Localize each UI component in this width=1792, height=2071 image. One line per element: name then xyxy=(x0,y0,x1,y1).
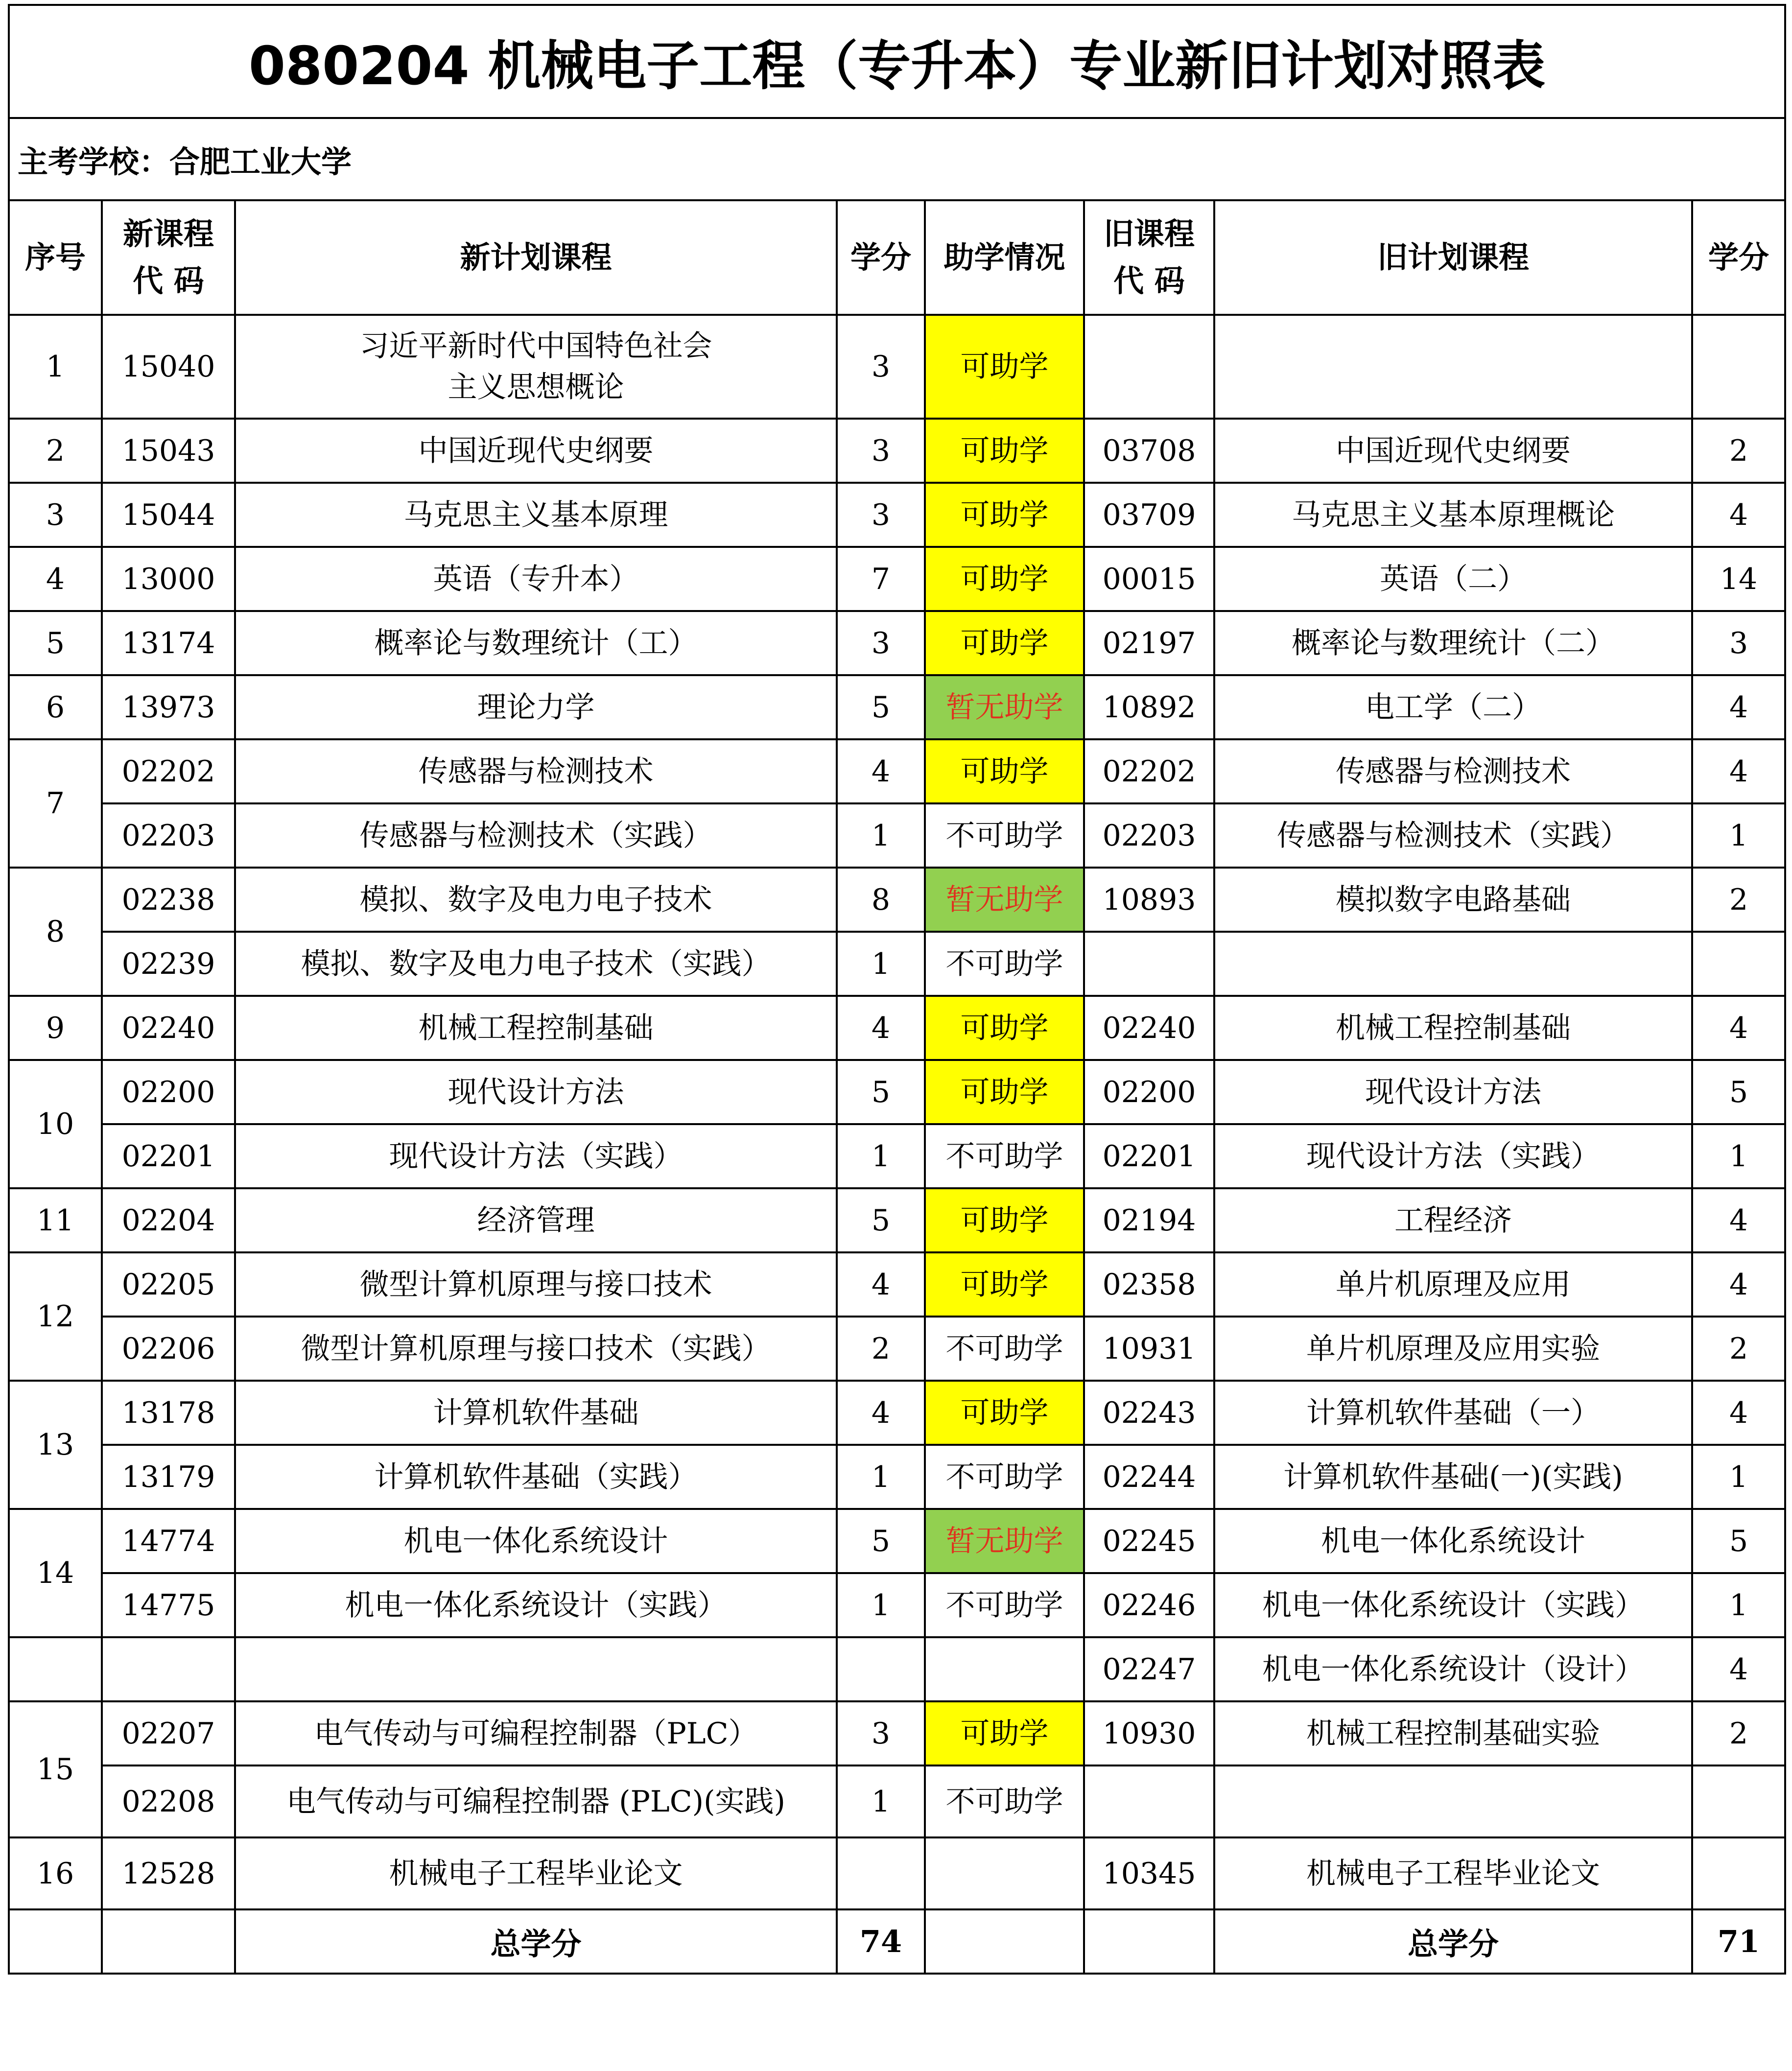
cell-seq: 7 xyxy=(9,739,102,868)
cell-old-code: 10893 xyxy=(1084,868,1214,932)
header-new-credit: 学分 xyxy=(837,200,925,315)
cell-old-credit: 2 xyxy=(1692,1317,1785,1381)
cell-old-code: 10930 xyxy=(1084,1701,1214,1765)
cell-assist-status: 可助学 xyxy=(925,315,1084,419)
cell-old-credit: 4 xyxy=(1692,1381,1785,1445)
cell-new-course-text: 微型计算机原理与接口技术（实践） xyxy=(301,1331,771,1366)
cell-new-course xyxy=(235,675,837,739)
table-row xyxy=(9,1188,1785,1252)
cell-old-code: 02197 xyxy=(1084,611,1214,675)
cell-assist-status: 不可助学 xyxy=(925,1317,1084,1381)
cell-old-credit: 4 xyxy=(1692,996,1785,1060)
cell-old-code: 02243 xyxy=(1084,1381,1214,1445)
total-label-new: 总学分 xyxy=(235,1909,837,1974)
cell-old-course: 工程经济 xyxy=(1214,1188,1692,1252)
cell-new-course-text: 传感器与检测技术 xyxy=(418,754,654,789)
school-label: 主考学校：合肥工业大学 xyxy=(9,118,1785,200)
cell-new-code: 02207 xyxy=(102,1701,235,1765)
cell-new-course-text: 模拟、数字及电力电子技术（实践） xyxy=(301,946,771,981)
cell-old-credit: 1 xyxy=(1692,803,1785,868)
cell-old-course xyxy=(1214,1765,1692,1837)
cell-old-credit: 1 xyxy=(1692,1445,1785,1509)
cell-new-course xyxy=(235,1252,837,1317)
cell-seq: 2 xyxy=(9,419,102,483)
header-old-code xyxy=(1084,200,1214,315)
cell-old-course: 英语（二） xyxy=(1214,547,1692,611)
cell-old-code: 10345 xyxy=(1084,1837,1214,1909)
cell-new-credit: 4 xyxy=(837,1381,925,1445)
cell-seq xyxy=(9,1637,102,1701)
cell-seq: 8 xyxy=(9,868,102,996)
header-old-course: 旧计划课程 xyxy=(1214,200,1692,315)
cell-assist-status: 暂无助学 xyxy=(925,1509,1084,1573)
cell-new-code: 13973 xyxy=(102,675,235,739)
cell-new-course xyxy=(235,1573,837,1637)
cell-new-code: 02203 xyxy=(102,803,235,868)
cell-old-course: 单片机原理及应用 xyxy=(1214,1252,1692,1317)
cell-assist-status: 不可助学 xyxy=(925,1573,1084,1637)
cell-new-code: 15044 xyxy=(102,483,235,547)
cell-new-course xyxy=(235,547,837,611)
table-row xyxy=(9,1637,1785,1701)
cell-new-course-text: 传感器与检测技术（实践） xyxy=(359,818,712,853)
cell-old-course: 模拟数字电路基础 xyxy=(1214,868,1692,932)
cell-new-course-text: 微型计算机原理与接口技术 xyxy=(359,1267,712,1302)
cell-new-course-text: 经济管理 xyxy=(477,1203,595,1238)
cell-old-code xyxy=(1084,315,1214,419)
cell-new-course xyxy=(235,1188,837,1252)
cell-old-code: 02246 xyxy=(1084,1573,1214,1637)
cell-old-code: 10892 xyxy=(1084,675,1214,739)
cell-seq: 3 xyxy=(9,483,102,547)
cell-old-course xyxy=(1214,932,1692,996)
cell-assist-status: 可助学 xyxy=(925,483,1084,547)
cell-new-course xyxy=(235,868,837,932)
cell-old-credit xyxy=(1692,1837,1785,1909)
table-row xyxy=(9,1381,1785,1445)
cell-seq: 14 xyxy=(9,1509,102,1637)
cell-old-credit: 14 xyxy=(1692,547,1785,611)
cell-new-course xyxy=(235,1837,837,1909)
cell-new-credit: 5 xyxy=(837,675,925,739)
cell-new-code: 02238 xyxy=(102,868,235,932)
cell-new-course-text: 英语（专升本） xyxy=(433,562,639,596)
cell-assist-status: 可助学 xyxy=(925,1701,1084,1765)
cell-new-code: 02201 xyxy=(102,1124,235,1188)
cell-old-code: 10931 xyxy=(1084,1317,1214,1381)
cell-seq: 9 xyxy=(9,996,102,1060)
cell-new-credit: 3 xyxy=(837,611,925,675)
cell-new-course-text: 习近平新时代中国特色社会 xyxy=(359,329,712,363)
table-row xyxy=(9,996,1785,1060)
cell-new-course-text: 机电一体化系统设计 xyxy=(403,1524,668,1558)
cell-assist-status: 可助学 xyxy=(925,611,1084,675)
cell-old-code: 03709 xyxy=(1084,483,1214,547)
cell-new-credit: 2 xyxy=(837,1317,925,1381)
cell-new-course xyxy=(235,1509,837,1573)
cell-seq: 6 xyxy=(9,675,102,739)
cell-new-course-text: 现代设计方法（实践） xyxy=(389,1139,683,1174)
cell-old-credit: 4 xyxy=(1692,739,1785,803)
cell-new-course-text: 电气传动与可编程控制器 (PLC)(实践) xyxy=(286,1784,785,1819)
table-row xyxy=(9,1837,1785,1909)
cell-new-course-text: 机电一体化系统设计（实践） xyxy=(345,1588,727,1623)
cell-old-course: 机械工程控制基础实验 xyxy=(1214,1701,1692,1765)
cell-new-code xyxy=(102,1637,235,1701)
total-label-old: 总学分 xyxy=(1214,1909,1692,1974)
cell-new-code: 12528 xyxy=(102,1837,235,1909)
cell-new-credit: 8 xyxy=(837,868,925,932)
cell-assist-status xyxy=(925,1837,1084,1909)
cell-new-course-text: 机械工程控制基础 xyxy=(418,1011,654,1045)
cell-old-course: 机电一体化系统设计（实践） xyxy=(1214,1573,1692,1637)
cell-assist-status: 不可助学 xyxy=(925,1445,1084,1509)
table-row xyxy=(9,1509,1785,1573)
cell-new-code: 13174 xyxy=(102,611,235,675)
cell-new-course xyxy=(235,1765,837,1837)
cell-old-course: 机电一体化系统设计 xyxy=(1214,1509,1692,1573)
header-assist: 助学情况 xyxy=(925,200,1084,315)
totals-blank xyxy=(102,1909,235,1974)
cell-new-code: 02204 xyxy=(102,1188,235,1252)
table-row xyxy=(9,315,1785,419)
table-row xyxy=(9,1124,1785,1188)
table-row xyxy=(9,1445,1785,1509)
header-new-code-line2: 代 码 xyxy=(133,263,204,299)
table-row xyxy=(9,547,1785,611)
table-row xyxy=(9,803,1785,868)
cell-new-course xyxy=(235,419,837,483)
cell-old-course: 机电一体化系统设计（设计） xyxy=(1214,1637,1692,1701)
table-row xyxy=(9,675,1785,739)
cell-assist-status: 不可助学 xyxy=(925,1124,1084,1188)
cell-old-code: 02245 xyxy=(1084,1509,1214,1573)
header-old-credit: 学分 xyxy=(1692,200,1785,315)
cell-new-code: 02240 xyxy=(102,996,235,1060)
totals-blank xyxy=(9,1909,102,1974)
cell-new-code: 13179 xyxy=(102,1445,235,1509)
cell-old-credit: 1 xyxy=(1692,1124,1785,1188)
cell-new-code: 02206 xyxy=(102,1317,235,1381)
cell-new-credit xyxy=(837,1637,925,1701)
table-row xyxy=(9,483,1785,547)
cell-new-credit xyxy=(837,1837,925,1909)
cell-seq: 15 xyxy=(9,1701,102,1837)
cell-old-credit: 5 xyxy=(1692,1509,1785,1573)
table-row xyxy=(9,1765,1785,1837)
cell-old-credit: 2 xyxy=(1692,868,1785,932)
cell-new-course-text: 中国近现代史纲要 xyxy=(418,433,654,468)
cell-seq: 10 xyxy=(9,1060,102,1188)
cell-seq: 11 xyxy=(9,1188,102,1252)
cell-old-course: 计算机软件基础(一)(实践) xyxy=(1214,1445,1692,1509)
cell-old-credit: 4 xyxy=(1692,1188,1785,1252)
cell-new-code: 02208 xyxy=(102,1765,235,1837)
cell-old-code: 02201 xyxy=(1084,1124,1214,1188)
cell-old-code: 02194 xyxy=(1084,1188,1214,1252)
cell-old-credit: 4 xyxy=(1692,1637,1785,1701)
cell-new-course xyxy=(235,1381,837,1445)
cell-new-course xyxy=(235,315,837,419)
table-row xyxy=(9,739,1785,803)
cell-new-credit: 3 xyxy=(837,315,925,419)
cell-assist-status: 可助学 xyxy=(925,739,1084,803)
cell-seq: 1 xyxy=(9,315,102,419)
cell-old-course: 传感器与检测技术（实践） xyxy=(1214,803,1692,868)
cell-old-code: 02247 xyxy=(1084,1637,1214,1701)
cell-old-code: 02200 xyxy=(1084,1060,1214,1124)
cell-old-credit xyxy=(1692,315,1785,419)
cell-old-credit: 2 xyxy=(1692,419,1785,483)
cell-assist-status: 可助学 xyxy=(925,1252,1084,1317)
cell-new-course xyxy=(235,611,837,675)
cell-new-credit: 4 xyxy=(837,996,925,1060)
table-row xyxy=(9,611,1785,675)
cell-new-course-text: 模拟、数字及电力电子技术 xyxy=(359,882,712,917)
cell-old-credit: 5 xyxy=(1692,1060,1785,1124)
cell-old-code xyxy=(1084,1765,1214,1837)
cell-assist-status: 不可助学 xyxy=(925,932,1084,996)
table-row xyxy=(9,1317,1785,1381)
cell-old-course: 概率论与数理统计（二） xyxy=(1214,611,1692,675)
cell-old-code: 02202 xyxy=(1084,739,1214,803)
cell-new-course xyxy=(235,996,837,1060)
cell-new-course xyxy=(235,483,837,547)
cell-new-course xyxy=(235,1124,837,1188)
table-row xyxy=(9,868,1785,932)
cell-old-code: 02244 xyxy=(1084,1445,1214,1509)
cell-new-credit: 3 xyxy=(837,1701,925,1765)
header-old-code-line1: 旧课程 xyxy=(1103,216,1195,252)
cell-new-course xyxy=(235,1445,837,1509)
cell-old-credit: 4 xyxy=(1692,483,1785,547)
cell-assist-status: 可助学 xyxy=(925,419,1084,483)
cell-new-course-text: 理论力学 xyxy=(477,690,595,725)
cell-new-credit: 5 xyxy=(837,1188,925,1252)
table-row xyxy=(9,1060,1785,1124)
cell-old-credit: 4 xyxy=(1692,1252,1785,1317)
cell-assist-status: 可助学 xyxy=(925,1060,1084,1124)
cell-new-credit: 1 xyxy=(837,1124,925,1188)
cell-new-course-text: 机械电子工程毕业论文 xyxy=(389,1856,683,1891)
cell-old-credit: 1 xyxy=(1692,1573,1785,1637)
cell-assist-status: 可助学 xyxy=(925,996,1084,1060)
cell-new-credit: 3 xyxy=(837,419,925,483)
cell-old-course: 电工学（二） xyxy=(1214,675,1692,739)
header-seq: 序号 xyxy=(9,200,102,315)
cell-old-course: 单片机原理及应用实验 xyxy=(1214,1317,1692,1381)
total-value-new: 74 xyxy=(837,1909,925,1974)
cell-new-credit: 1 xyxy=(837,803,925,868)
totals-blank xyxy=(1084,1909,1214,1974)
cell-old-course: 现代设计方法（实践） xyxy=(1214,1124,1692,1188)
totals-blank xyxy=(925,1909,1084,1974)
cell-old-course: 中国近现代史纲要 xyxy=(1214,419,1692,483)
cell-new-course-text: 电气传动与可编程控制器（PLC） xyxy=(314,1716,758,1751)
header-new-code xyxy=(102,200,235,315)
table-row xyxy=(9,1252,1785,1317)
cell-old-code: 02358 xyxy=(1084,1252,1214,1317)
table-row xyxy=(9,1573,1785,1637)
cell-new-course xyxy=(235,1701,837,1765)
cell-old-credit: 4 xyxy=(1692,675,1785,739)
cell-old-code xyxy=(1084,932,1214,996)
table-row xyxy=(9,932,1785,996)
cell-old-credit: 3 xyxy=(1692,611,1785,675)
table-row xyxy=(9,1701,1785,1765)
cell-new-code: 02200 xyxy=(102,1060,235,1124)
cell-old-credit xyxy=(1692,1765,1785,1837)
cell-old-code: 02240 xyxy=(1084,996,1214,1060)
cell-new-code: 15040 xyxy=(102,315,235,419)
cell-assist-status: 可助学 xyxy=(925,1188,1084,1252)
cell-new-course-text-line2: 主义思想概论 xyxy=(448,370,624,404)
cell-new-credit: 4 xyxy=(837,739,925,803)
cell-seq: 5 xyxy=(9,611,102,675)
cell-old-course: 机械工程控制基础 xyxy=(1214,996,1692,1060)
cell-old-course: 机械电子工程毕业论文 xyxy=(1214,1837,1692,1909)
header-new-code-line1: 新课程 xyxy=(122,216,214,252)
cell-new-course-text: 计算机软件基础 xyxy=(433,1395,639,1430)
cell-assist-status: 不可助学 xyxy=(925,803,1084,868)
page-title: 080204 机械电子工程（专升本）专业新旧计划对照表 xyxy=(9,5,1785,118)
cell-old-course: 传感器与检测技术 xyxy=(1214,739,1692,803)
cell-new-credit: 5 xyxy=(837,1060,925,1124)
cell-old-code: 02203 xyxy=(1084,803,1214,868)
table-row xyxy=(9,419,1785,483)
cell-old-course: 计算机软件基础（一） xyxy=(1214,1381,1692,1445)
cell-old-code: 03708 xyxy=(1084,419,1214,483)
header-new-course: 新计划课程 xyxy=(235,200,837,315)
cell-assist-status: 暂无助学 xyxy=(925,868,1084,932)
cell-new-code: 14775 xyxy=(102,1573,235,1637)
totals-row xyxy=(9,1909,1785,1974)
cell-new-credit: 1 xyxy=(837,932,925,996)
cell-assist-status: 可助学 xyxy=(925,1381,1084,1445)
cell-assist-status: 暂无助学 xyxy=(925,675,1084,739)
cell-new-course xyxy=(235,1060,837,1124)
cell-old-code: 00015 xyxy=(1084,547,1214,611)
cell-old-course: 现代设计方法 xyxy=(1214,1060,1692,1124)
cell-new-code: 02205 xyxy=(102,1252,235,1317)
cell-new-credit: 7 xyxy=(837,547,925,611)
total-value-old: 71 xyxy=(1692,1909,1785,1974)
cell-old-course xyxy=(1214,315,1692,419)
cell-new-course xyxy=(235,739,837,803)
cell-new-credit: 5 xyxy=(837,1509,925,1573)
cell-new-code: 02239 xyxy=(102,932,235,996)
cell-new-code: 02202 xyxy=(102,739,235,803)
cell-old-credit xyxy=(1692,932,1785,996)
cell-new-credit: 1 xyxy=(837,1573,925,1637)
cell-old-course: 马克思主义基本原理概论 xyxy=(1214,483,1692,547)
cell-new-code: 15043 xyxy=(102,419,235,483)
header-old-code-line2: 代 码 xyxy=(1113,263,1185,299)
cell-new-course xyxy=(235,1317,837,1381)
cell-new-course xyxy=(235,932,837,996)
cell-new-credit: 1 xyxy=(837,1445,925,1509)
cell-new-course-text: 马克思主义基本原理 xyxy=(403,497,668,532)
cell-new-code: 13000 xyxy=(102,547,235,611)
cell-new-course-text: 计算机软件基础（实践） xyxy=(374,1459,698,1494)
cell-assist-status: 不可助学 xyxy=(925,1765,1084,1837)
cell-new-course-text: 现代设计方法 xyxy=(448,1075,624,1109)
cell-old-credit: 2 xyxy=(1692,1701,1785,1765)
cell-assist-status xyxy=(925,1637,1084,1701)
comparison-table xyxy=(8,4,1786,1975)
cell-seq: 4 xyxy=(9,547,102,611)
cell-seq: 12 xyxy=(9,1252,102,1381)
cell-new-code: 13178 xyxy=(102,1381,235,1445)
cell-new-course xyxy=(235,803,837,868)
cell-new-credit: 4 xyxy=(837,1252,925,1317)
cell-new-code: 14774 xyxy=(102,1509,235,1573)
cell-new-credit: 1 xyxy=(837,1765,925,1837)
cell-assist-status: 可助学 xyxy=(925,547,1084,611)
cell-seq: 13 xyxy=(9,1381,102,1509)
cell-new-credit: 3 xyxy=(837,483,925,547)
cell-new-course xyxy=(235,1637,837,1701)
cell-new-course-text: 概率论与数理统计（工） xyxy=(374,626,698,660)
cell-seq: 16 xyxy=(9,1837,102,1909)
